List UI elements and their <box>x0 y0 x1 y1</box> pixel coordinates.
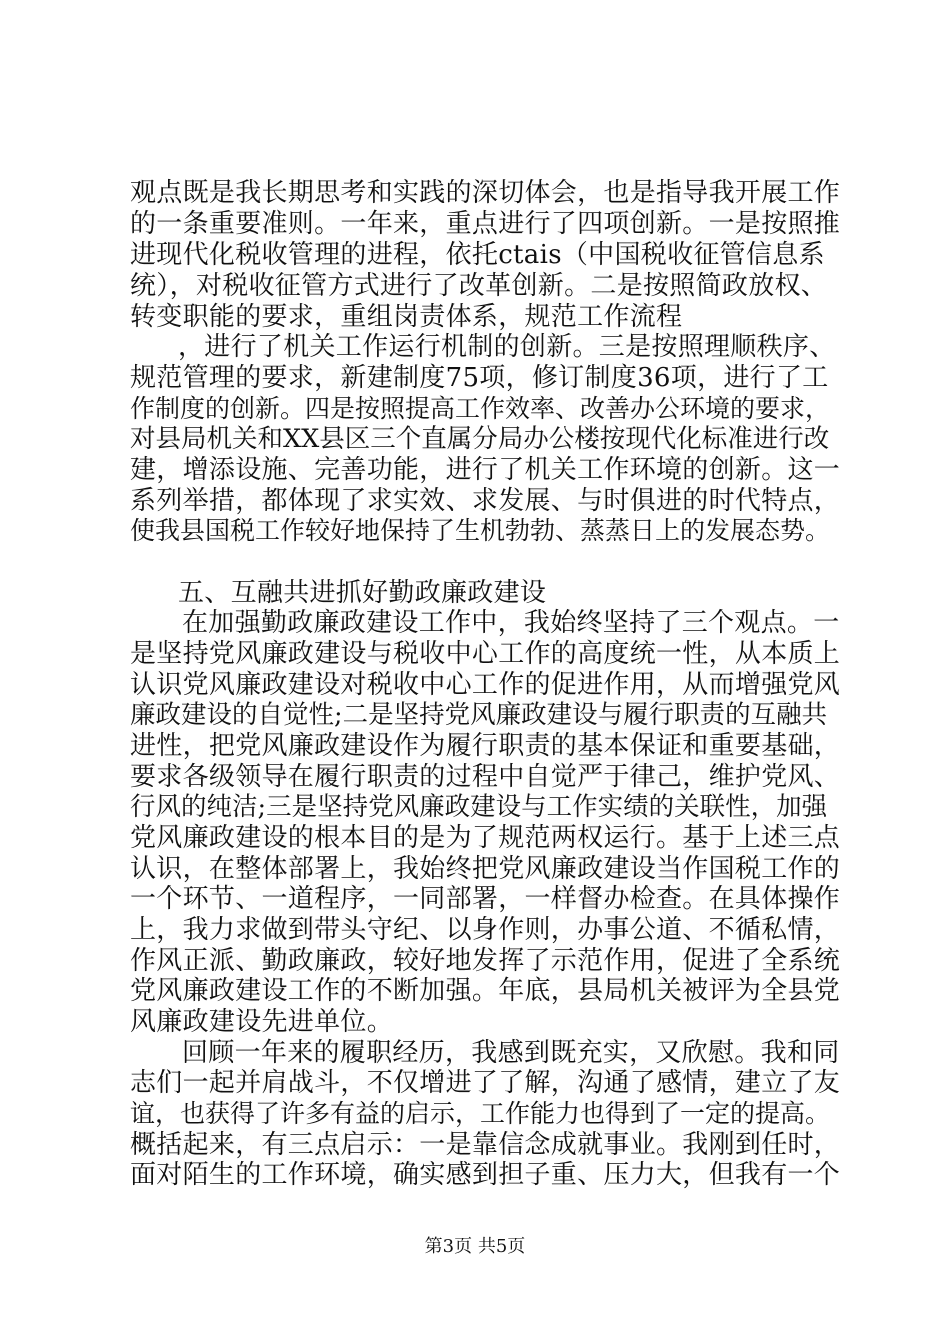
text-line: 观点既是我长期思考和实践的深切体会，也是指导我开展工作 <box>130 178 841 208</box>
text-line: 转变职能的要求，重组岗责体系，规范工作流程 <box>130 302 683 332</box>
text-line: 在加强勤政廉政建设工作中，我始终坚持了三个观点。一 <box>182 608 840 638</box>
text-line: ，进行了机关工作运行机制的创新。三是按照理顺秩序、 <box>178 332 836 362</box>
text-line: 党风廉政建设的根本目的是为了规范两权运行。基于上述三点 <box>130 823 841 853</box>
text-line: 志们一起并肩战斗，不仅增进了了解，沟通了感情，建立了友 <box>130 1068 841 1098</box>
text-line: 党风廉政建设工作的不断加强。年底，县局机关被评为全县党 <box>130 976 841 1006</box>
text-line: 认识党风廉政建设对税收中心工作的促进作用，从而增强党风 <box>130 670 841 700</box>
text-line: 作制度的创新。四是按照提高工作效率、改善办公环境的要求， <box>130 394 831 423</box>
text-line: 行风的纯洁;三是坚持党风廉政建设与工作实绩的关联性，加强 <box>130 792 828 822</box>
text-line: 作风正派、勤政廉政，较好地发挥了示范作用，促进了全系统 <box>130 946 841 976</box>
text-line: 使我县国税工作较好地保持了生机勃勃、蒸蒸日上的发展态势。 <box>130 516 831 545</box>
text-line: 廉政建设的自觉性;二是坚持党风廉政建设与履行职责的互融共 <box>130 700 828 730</box>
section-heading: 五、互融共进抓好勤政廉政建设 <box>178 578 547 608</box>
text-line: 的一条重要准则。一年来，重点进行了四项创新。一是按照推 <box>130 209 841 239</box>
text-line: 一个环节、一道程序，一同部署，一样督办检查。在具体操作 <box>130 884 841 914</box>
text-line: 进现代化税收管理的进程，依托ctais（中国税收征管信息系 <box>130 240 825 270</box>
text-line: 风廉政建设先进单位。 <box>130 1007 394 1037</box>
text-line: 上，我力求做到带头守纪、以身作则，办事公道、不循私情， <box>130 915 841 945</box>
text-line: 规范管理的要求，新建制度75项，修订制度36项，进行了工 <box>130 363 829 393</box>
text-line: 谊，也获得了许多有益的启示，工作能力也得到了一定的提高。 <box>130 1099 831 1128</box>
text-line: 要求各级领导在履行职责的过程中自觉严于律己，维护党风、 <box>130 762 841 792</box>
text-line: 建，增添设施、完善功能，进行了机关工作环境的创新。这一 <box>130 455 841 485</box>
text-line: 系列举措，都体现了求实效、求发展、与时俱进的时代特点， <box>130 486 841 516</box>
text-line: 认识，在整体部署上，我始终把党风廉政建设当作国税工作的 <box>130 854 841 884</box>
text-line: 对县局机关和XX县区三个直属分局办公楼按现代化标准进行改 <box>130 424 830 454</box>
page-number: 第3页 共5页 <box>424 1236 526 1257</box>
text-line: 面对陌生的工作环境，确实感到担子重、压力大，但我有一个 <box>130 1160 841 1190</box>
text-line: 统），对税收征管方式进行了改革创新。二是按照简政放权、 <box>130 271 828 301</box>
text-line: 概括起来，有三点启示：一是靠信念成就事业。我刚到任时， <box>130 1130 841 1160</box>
text-line: 回顾一年来的履职经历，我感到既充实，又欣慰。我和同 <box>182 1038 840 1068</box>
text-line: 是坚持党风廉政建设与税收中心工作的高度统一性，从本质上 <box>130 639 841 669</box>
text-line: 进性，把党风廉政建设作为履行职责的基本保证和重要基础， <box>130 731 841 761</box>
